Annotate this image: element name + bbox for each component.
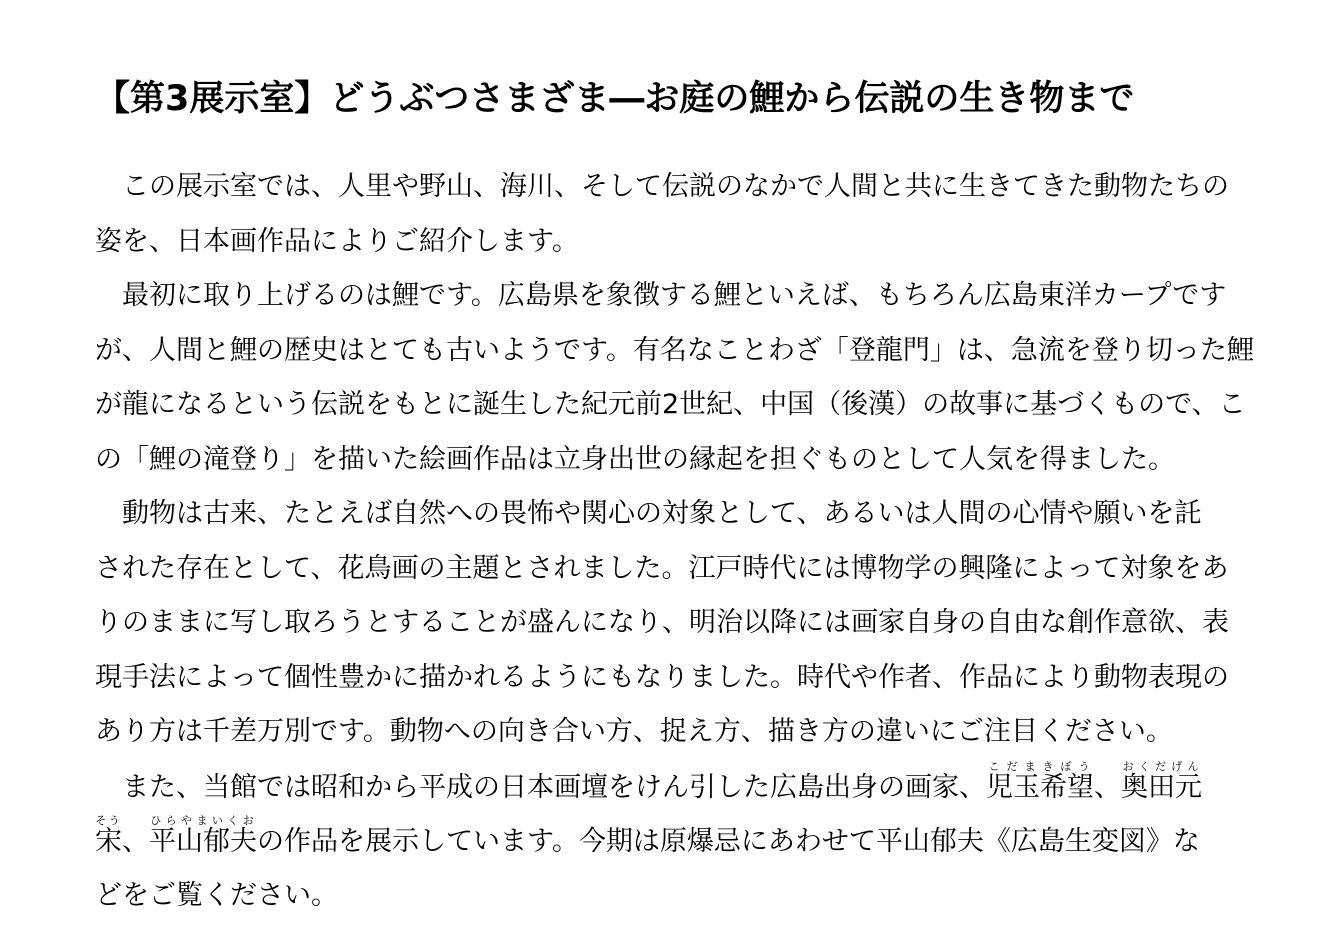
text-line: された存在として、花鳥画の主題とされました。江戸時代には博物学の興隆によって対象をあ [95,552,1229,584]
text-line: りのままに写し取ろうとすることが盛んになり、明治以降には画家自身の自由な創作意欲、表 [95,607,1229,638]
artist-name-okuda [1121,759,1202,803]
text-line: 最初に取り上げるのは鯉です。広島県を象徴する鯉といえば、もちろん広島東洋カープです [122,280,1227,311]
artist-name: 宋 [95,826,122,857]
separator: 、 [122,826,149,857]
paragraph-text: の作品を展示しています。今期は原爆忌にあわせて平山郁夫《広島生変図》な [257,826,1200,857]
furigana: こだまきぼう [986,759,1094,773]
paragraph-text: また、当館では昭和から平成の日本画壇をけん引した広島出身の画家、 [122,771,986,803]
artist-name: 児玉希望 [986,771,1094,803]
document-title: 【第3展示室】どうぶつさまざま―お庭の鯉から伝説の生き物まで [95,79,1135,119]
furigana: ひらやまいくお [149,814,257,827]
text-line [95,760,1255,815]
separator: 、 [1094,771,1121,803]
artist-name: 平山郁夫 [149,826,257,857]
artist-name: 奥田元 [1121,771,1202,803]
text-line: 動物は古来、たとえば自然への畏怖や関心の対象として、あるいは人間の心情や願いを託 [122,498,1202,529]
furigana: そう [95,814,122,827]
text-line: が、人間と鯉の歴史はとても古いようです。有名なことわざ「登龍門」は、急流を登り切った鯉 [95,334,1254,366]
text-line: 姿を、日本画作品によりご紹介します。 [95,225,579,257]
artist-name-kodama [986,759,1094,803]
text-line: どをご覧ください。 [95,879,338,911]
text-line: あり方は千差万別です。動物への向き合い方、捉え方、描き方の違いにご注目ください。 [95,716,1173,747]
text-line: 現手法によって個性豊かに描かれるようにもなりました。時代や作者、作品により動物表現の [95,661,1229,693]
text-line: の「鯉の滝登り」を描いた絵画作品は立身出世の縁起を担ぐものとして人気を得ました。 [95,443,1175,475]
text-line: この展示室では、人里や野山、海川、そして伝説のなかで人間と共に生きてきた動物たちの [122,171,1229,202]
artist-name-okuda-end [95,814,122,857]
artist-name-hirayama [149,814,257,857]
body-text [95,160,1255,923]
furigana: おくだげん [1121,759,1202,773]
text-line [95,814,1255,869]
text-line: が龍になるという伝説をもとに誕生した紀元前2世紀、中国（後漢）の故事に基づくもので、こ [95,389,1246,420]
